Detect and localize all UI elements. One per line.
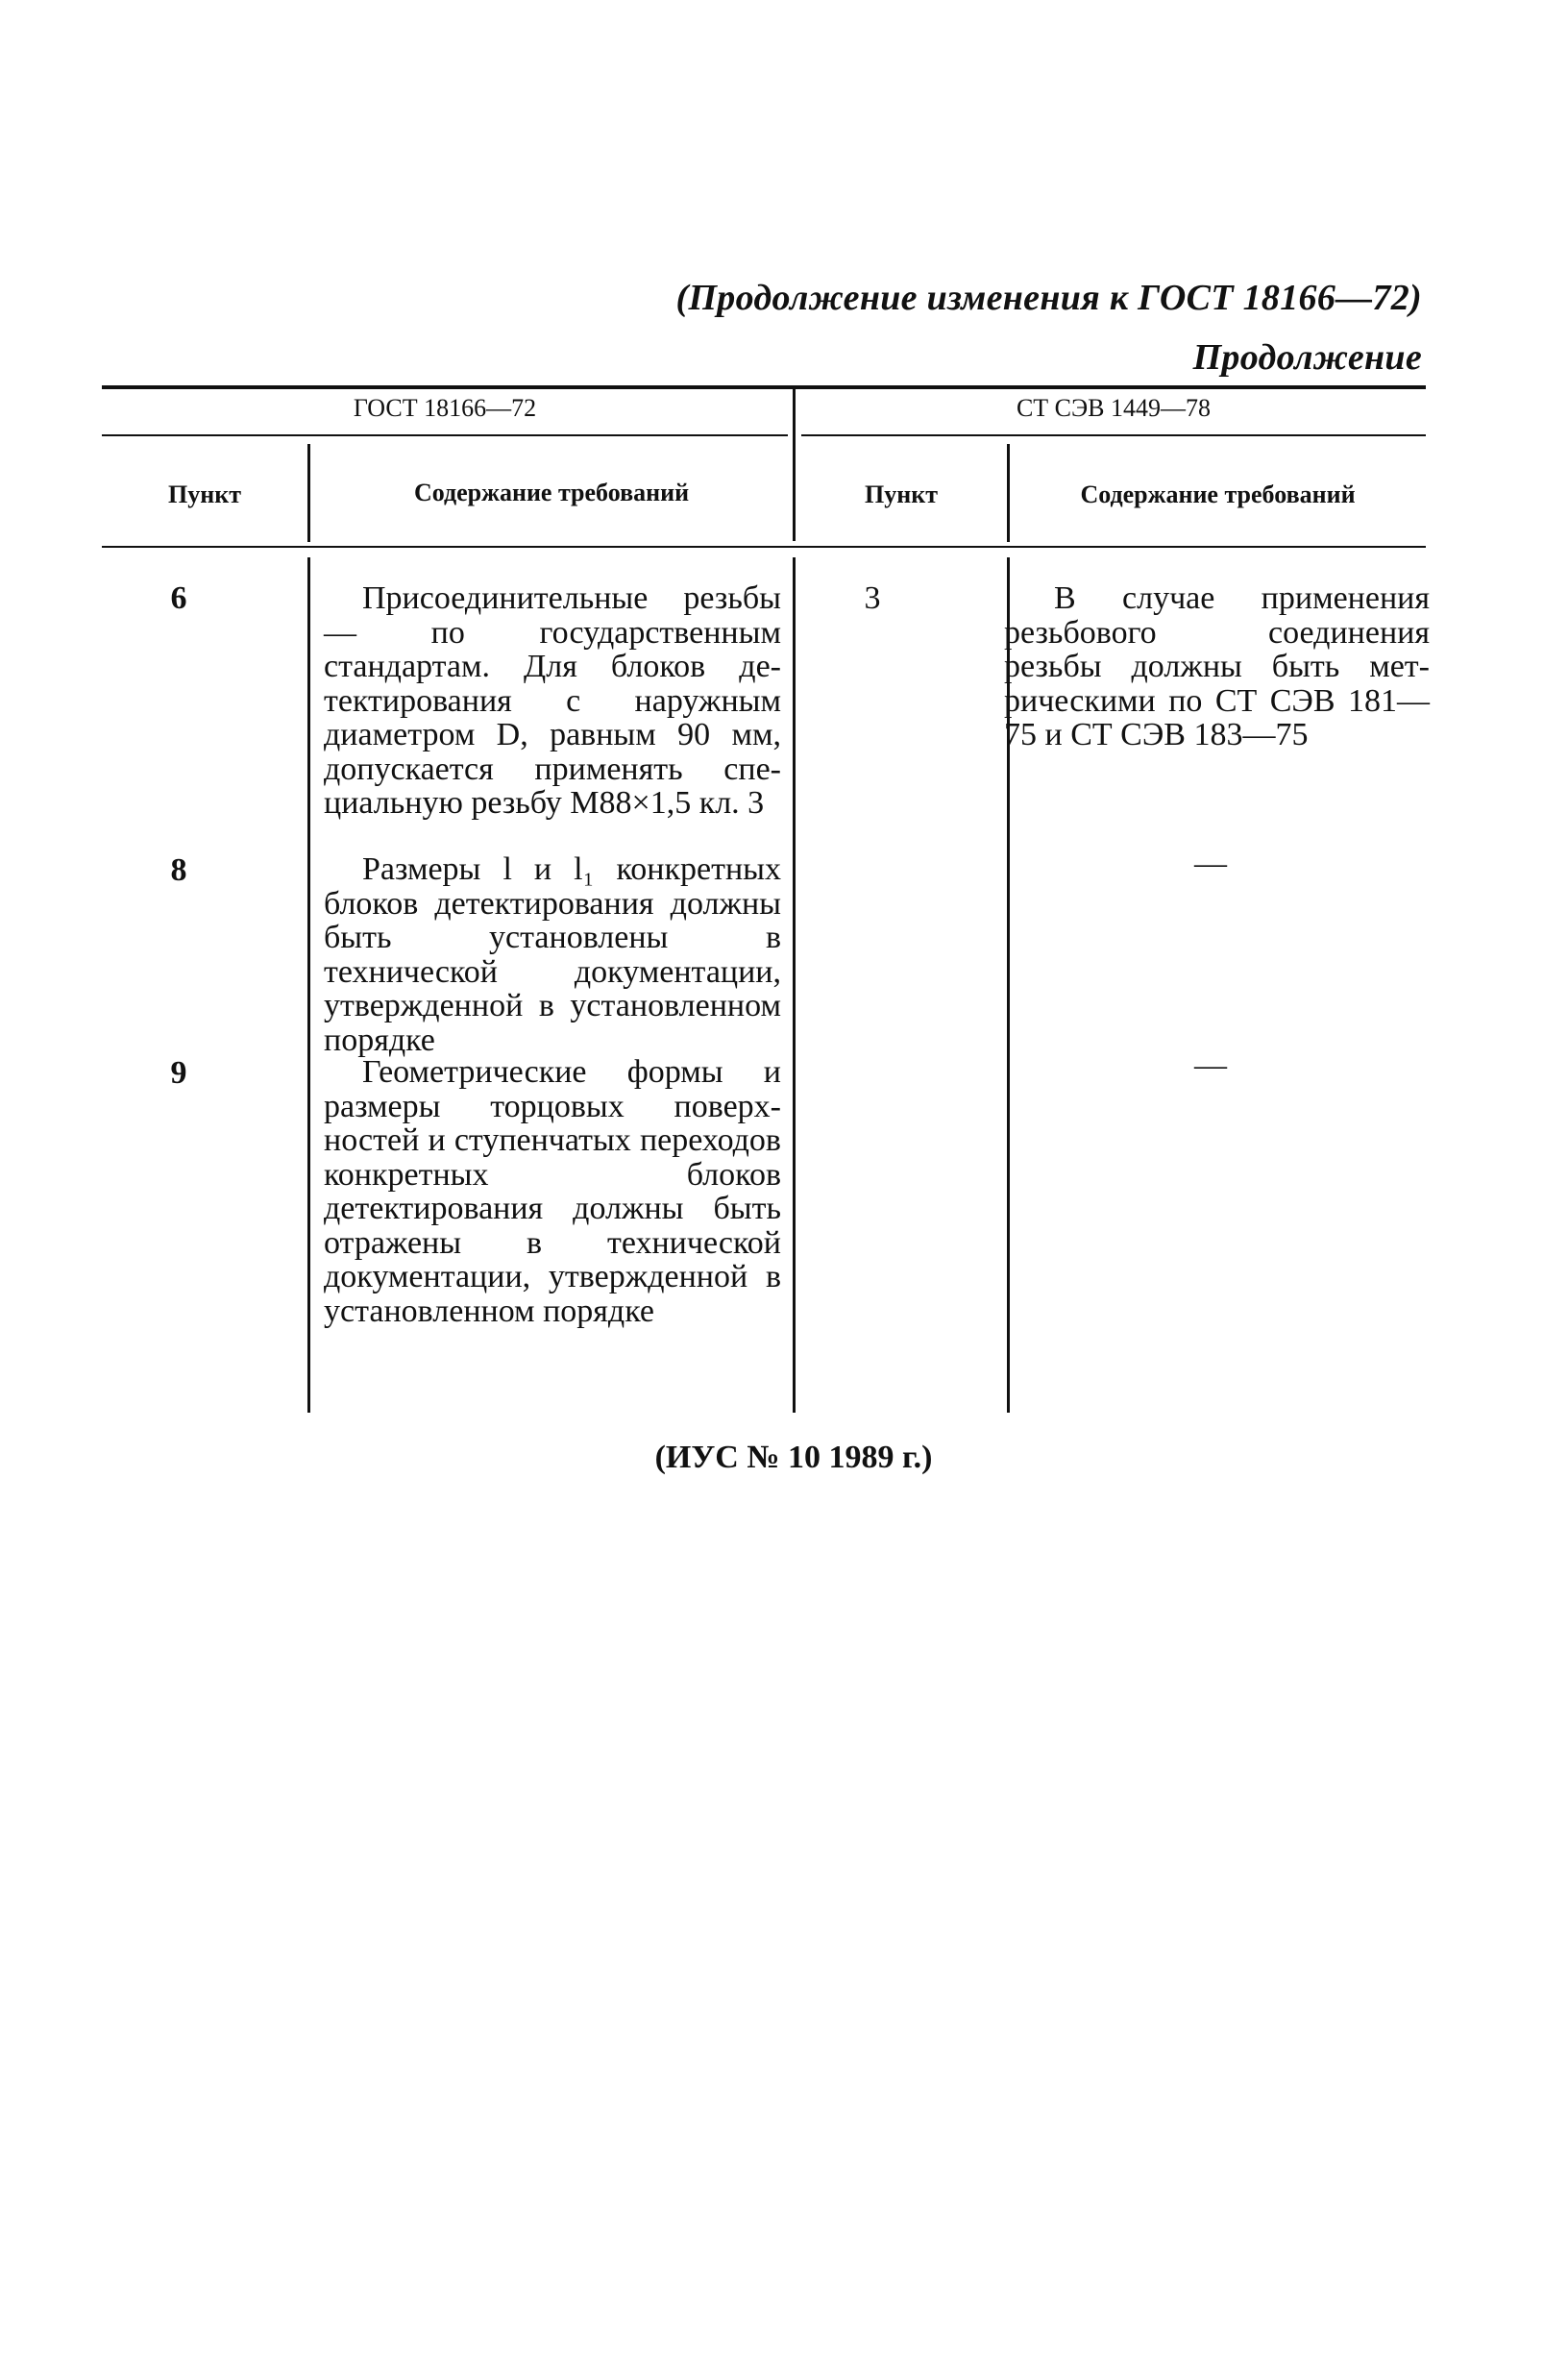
- table-row-requirement-text: Геометрические формы и размеры торцовых поверхностей и ступенчатых переходов конкретных блоков детектирования должны быть отражены в технической документации, утвержденной в установленном порядке: [324, 1054, 781, 1329]
- table-top-rule: [102, 385, 1426, 389]
- table-row-item: 8: [170, 852, 187, 888]
- table-row-sev-dash: —: [1194, 846, 1227, 881]
- sev-group-header: СТ СЭВ 1449—78: [1016, 394, 1212, 422]
- change-continuation-title: (Продолжение изменения к ГОСТ 18166—72): [675, 278, 1422, 318]
- column-header-rule: [102, 546, 1426, 548]
- table-row-requirement-text: Размеры l и l₁ конкретных блоков детектирования должны быть установлены в технической документации, утвержденной в установленном порядке: [324, 851, 781, 1058]
- col-divider-2-body: [793, 557, 796, 1413]
- col-header-item-gost: Пункт: [168, 480, 241, 508]
- gost-group-header: ГОСТ 18166—72: [353, 394, 537, 422]
- table-row-item: 9: [170, 1055, 187, 1091]
- col-divider-1-body: [307, 557, 310, 1413]
- col-header-content-sev: Содержание требований: [1080, 480, 1356, 508]
- col-header-content-gost: Содержание требований: [413, 479, 690, 506]
- table-row-item: 6: [170, 580, 187, 616]
- table-row-sev-requirement-text: В случае применения резьбового соединения резьбы должны быть метрическими по СТ СЭВ 181—75 и СТ СЭВ 183—75: [1004, 580, 1430, 752]
- group-divider: [793, 389, 796, 541]
- continuation-label: Продолжение: [1192, 337, 1422, 378]
- table-row-sev-dash: —: [1194, 1047, 1227, 1083]
- col-header-item-sev: Пункт: [865, 480, 938, 508]
- group-header-rule-left: [102, 434, 788, 436]
- group-header-rule-right: [801, 434, 1426, 436]
- source-footnote: (ИУС № 10 1989 г.): [654, 1440, 933, 1475]
- table-row-requirement-text: Присоединительные резьбы — по государственным стандартам. Для блоков детектирования с наружным диаметром D, равным 90 мм, допускается применять специальную резьбу M88×1,5 кл. 3: [324, 580, 781, 821]
- table-row-sev-item: 3: [864, 580, 881, 616]
